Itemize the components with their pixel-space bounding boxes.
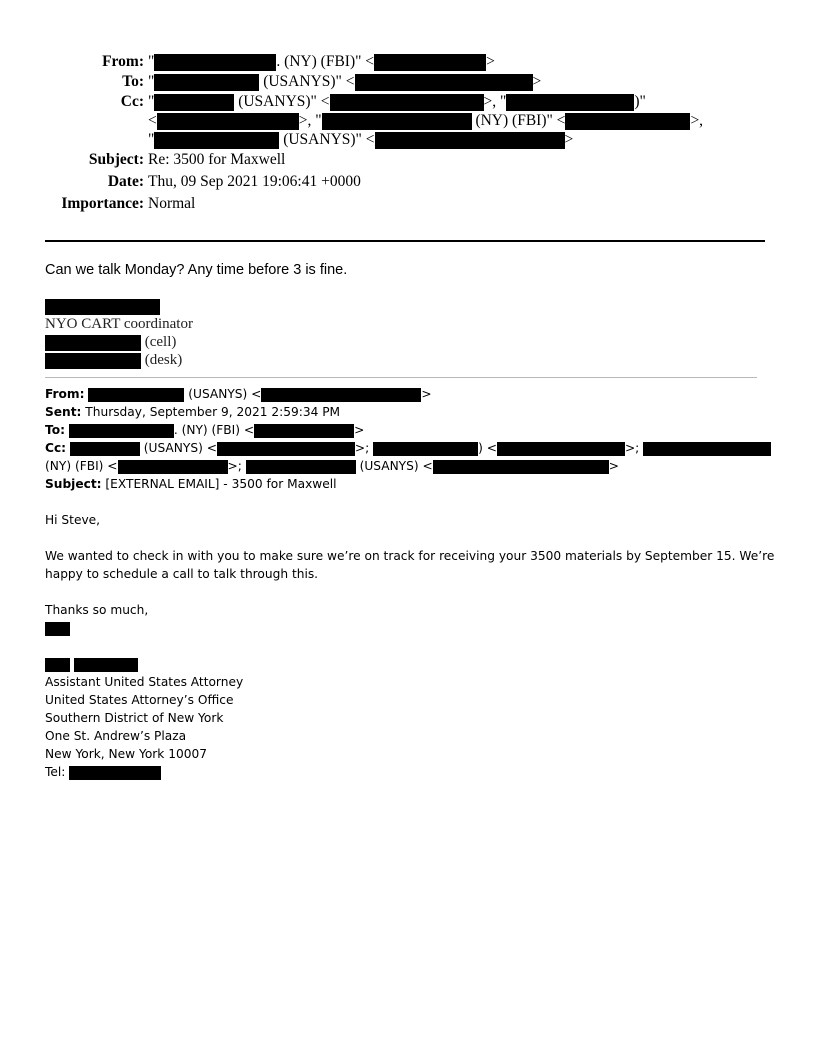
- sig-line-3: Southern District of New York: [45, 711, 224, 725]
- redaction: [69, 424, 174, 438]
- redaction: [45, 622, 70, 636]
- orig-cc-line: [45, 439, 765, 457]
- redaction: [355, 74, 533, 91]
- redaction: [45, 299, 160, 315]
- redaction: [154, 54, 276, 71]
- orig-sent-line: [45, 403, 765, 421]
- sig-line-2: United States Attorney’s Office: [45, 693, 234, 707]
- from-mid: . (NY) (FBI)" <: [276, 53, 375, 70]
- header-cc-row: [40, 92, 760, 111]
- to-value: [148, 72, 760, 92]
- header-to-row: [40, 72, 760, 92]
- orig-text: >: [354, 423, 365, 437]
- redaction: [45, 335, 141, 351]
- from-prefix: ": [148, 53, 155, 70]
- spacer: [40, 130, 148, 149]
- orig-subject-label: Subject:: [45, 477, 102, 491]
- redaction: [45, 353, 141, 369]
- to-mid: (USANYS)" <: [259, 73, 355, 90]
- header-divider: [45, 240, 765, 242]
- to-suffix: >: [532, 73, 542, 90]
- redaction: [157, 113, 299, 130]
- header-from-row: [40, 52, 760, 72]
- orig-sent-label: Sent:: [45, 405, 82, 419]
- redaction: [217, 442, 355, 456]
- redaction: [70, 442, 140, 456]
- orig-subject-line: [45, 475, 765, 493]
- cc-text: )": [634, 93, 646, 110]
- to-prefix: ": [148, 73, 155, 90]
- orig-text: >;: [354, 441, 374, 455]
- from-suffix: >: [486, 53, 495, 70]
- redaction: [88, 388, 184, 402]
- original-message: [45, 385, 775, 781]
- subject-value: Re: 3500 for Maxwell: [148, 151, 286, 168]
- greeting: Hi Steve,: [45, 513, 101, 527]
- body-line-1: We wanted to check in with you to make sure we’re on track for receiving your 3500 materials by September 15. We’re: [45, 549, 775, 563]
- header-cc-row-2: [40, 111, 760, 130]
- redaction: [330, 94, 484, 111]
- signature-cell: (cell): [141, 334, 177, 350]
- orig-sent-value: Thursday, September 9, 2021 2:59:34 PM: [81, 405, 341, 419]
- redaction: [261, 388, 421, 402]
- spacer: [45, 529, 765, 547]
- redaction: [154, 132, 279, 149]
- to-label: To:: [122, 73, 144, 90]
- from-value: [148, 52, 760, 72]
- redaction: [118, 460, 228, 474]
- orig-subject-value: [EXTERNAL EMAIL] - 3500 for Maxwell: [101, 477, 337, 491]
- sender-name-line: [45, 655, 765, 673]
- cc-label: Cc:: [120, 93, 144, 110]
- sig-tel-line: [45, 763, 765, 781]
- cc-text: >: [564, 131, 574, 148]
- redaction: [154, 94, 234, 111]
- quote-divider: [45, 377, 757, 378]
- tel-label: Tel:: [45, 765, 70, 779]
- cc-value-2: [148, 111, 760, 130]
- spacer: [45, 583, 765, 601]
- redaction: [497, 442, 625, 456]
- orig-text: . (NY) (FBI) <: [173, 423, 255, 437]
- cc-text: >, ": [298, 112, 322, 129]
- subject-label: Subject:: [88, 151, 144, 168]
- redaction: [506, 94, 634, 111]
- orig-cc-line-2: [45, 457, 765, 475]
- sig-line-5: New York, New York 10007: [45, 747, 208, 761]
- cc-text: ": [148, 93, 155, 110]
- orig-text: >: [608, 459, 619, 473]
- orig-text: (NY) (FBI) <: [45, 459, 118, 473]
- orig-text: >;: [227, 459, 246, 473]
- spacer: [45, 637, 765, 655]
- header-cc-row-3: [40, 130, 760, 149]
- email-header: [40, 52, 760, 214]
- body-line-2: happy to schedule a call to talk through this.: [45, 567, 319, 581]
- cc-text: >, ": [483, 93, 507, 110]
- importance-label: Importance:: [61, 195, 144, 212]
- signature-desk: (desk): [141, 352, 183, 368]
- redaction: [375, 132, 565, 149]
- orig-from-line: [45, 385, 765, 403]
- redaction: [565, 113, 690, 130]
- cc-value: [148, 92, 760, 111]
- sig-line-1: Assistant United States Attorney: [45, 675, 244, 689]
- signature-title: NYO CART coordinator: [45, 316, 193, 332]
- sender-initial-line: [45, 619, 765, 637]
- orig-cc-label: Cc:: [45, 441, 67, 455]
- reply-signature: [45, 297, 193, 369]
- orig-from-label: From:: [45, 387, 85, 401]
- cc-value-3: [148, 130, 760, 149]
- orig-to-line: [45, 421, 765, 439]
- importance-value: Normal: [148, 195, 196, 212]
- orig-text: >;: [624, 441, 644, 455]
- header-subject-row: [40, 150, 760, 170]
- orig-text: >: [421, 387, 432, 401]
- reply-text: Can we talk Monday? Any time before 3 is fine.: [45, 262, 348, 278]
- redaction: [373, 442, 478, 456]
- redaction: [74, 658, 138, 672]
- redaction: [433, 460, 609, 474]
- sig-line-4: One St. Andrew’s Plaza: [45, 729, 187, 743]
- cc-text: (USANYS)" <: [279, 131, 375, 148]
- redaction: [246, 460, 356, 474]
- from-label: From:: [102, 53, 144, 70]
- spacer: [40, 111, 148, 130]
- orig-text: ) <: [478, 441, 497, 455]
- spacer: [45, 493, 765, 511]
- redaction: [643, 442, 771, 456]
- cc-text: (NY) (FBI)" <: [471, 112, 566, 129]
- orig-text: (USANYS) <: [184, 387, 262, 401]
- orig-text: (USANYS) <: [139, 441, 217, 455]
- header-importance-row: [40, 194, 760, 214]
- redaction: [374, 54, 486, 71]
- date-label: Date:: [107, 173, 144, 190]
- cc-text: <: [148, 112, 157, 129]
- orig-text: (USANYS) <: [355, 459, 433, 473]
- date-value: Thu, 09 Sep 2021 19:06:41 +0000: [148, 173, 361, 190]
- redaction: [254, 424, 354, 438]
- header-date-row: [40, 172, 760, 192]
- redaction: [322, 113, 472, 130]
- orig-to-label: To:: [45, 423, 65, 437]
- cc-text: (USANYS)" <: [234, 93, 330, 110]
- redaction: [69, 766, 161, 780]
- redaction: [45, 658, 70, 672]
- cc-text: >,: [690, 112, 704, 129]
- closing: Thanks so much,: [45, 603, 149, 617]
- cc-text: ": [148, 131, 155, 148]
- redaction: [154, 74, 259, 91]
